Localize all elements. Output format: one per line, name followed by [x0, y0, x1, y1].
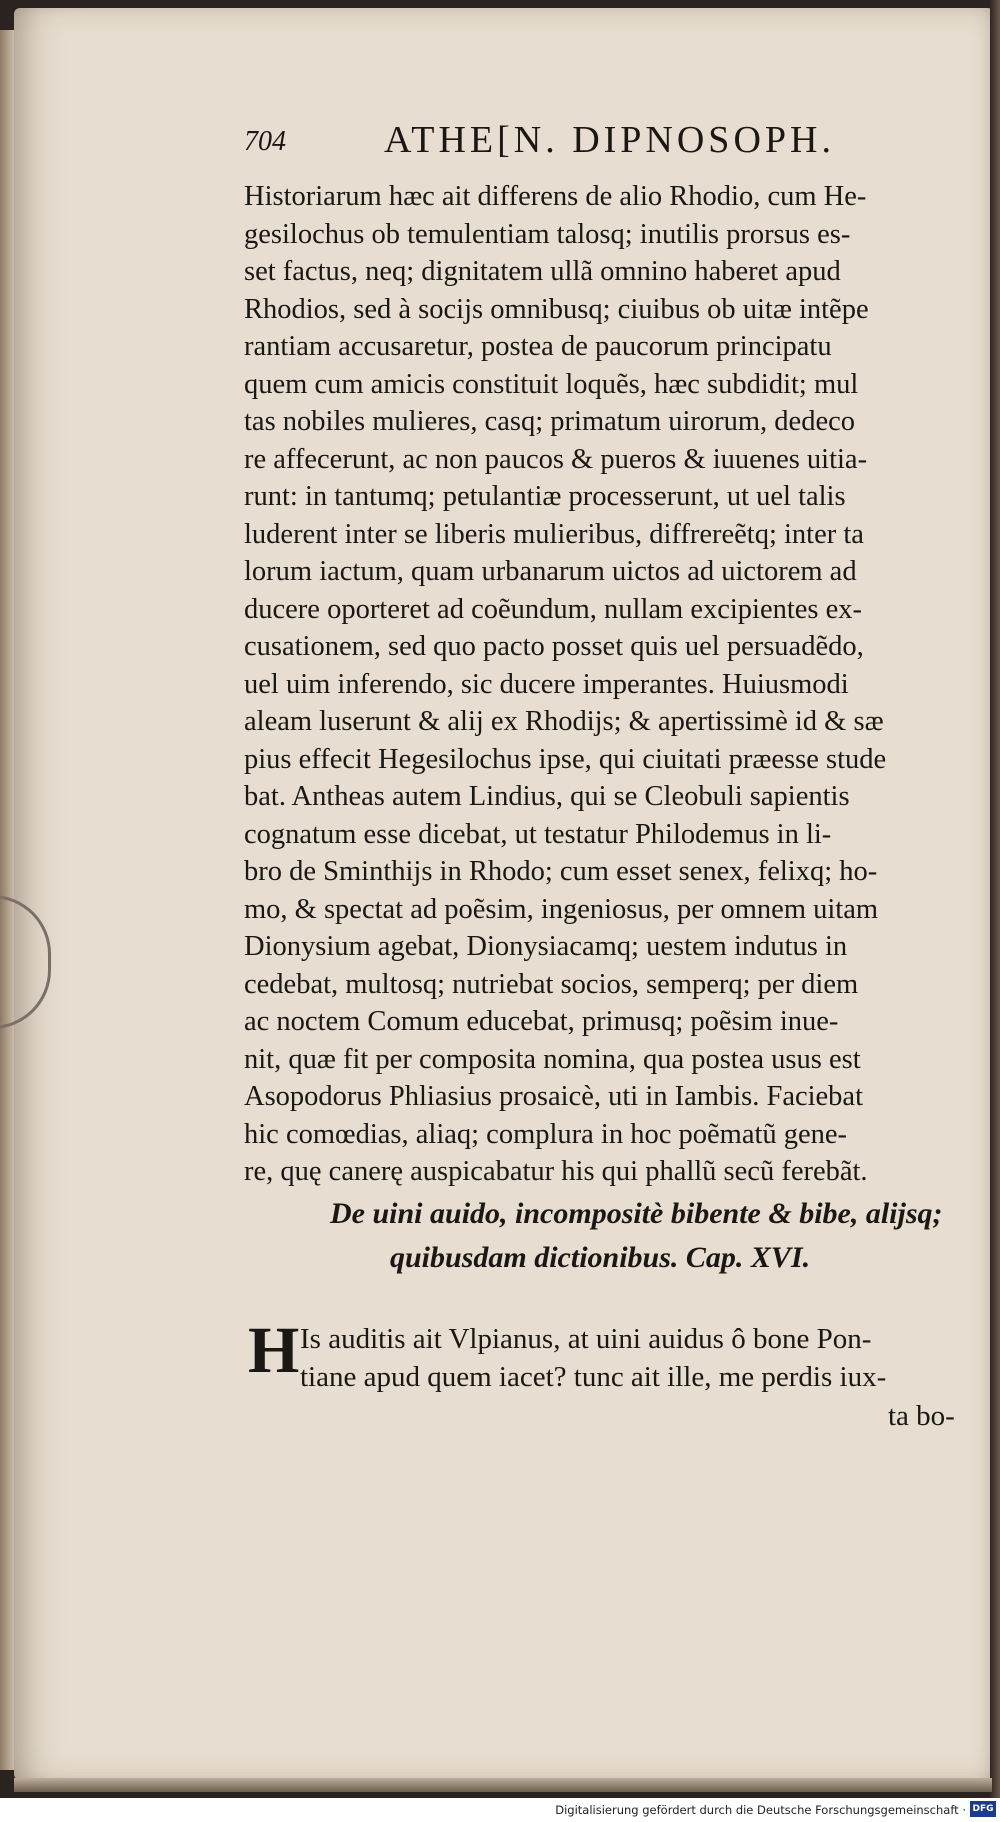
text-line: re, quę canerę auspicabatur his qui phallũ secũ ferebãt. [244, 1156, 868, 1187]
text-line: set factus, neq; dignitatem ullã omnino haberet apud [244, 256, 841, 287]
text-line: quem cum amicis constituit loquẽs, hæc subdidit; mul [244, 368, 859, 400]
text-line: ducere oporteret ad coẽundum, nullam excipientes ex- [244, 593, 863, 625]
page-edge-right [990, 0, 1000, 1798]
page-bottom-edge [14, 1778, 992, 1792]
footer-bar [0, 1798, 1000, 1822]
text-line: re affecerunt, ac non paucos & pueros & iuuenes uitia- [244, 443, 868, 475]
text-line: cusationem, sed quo pacto posset quis uel persuadẽdo, [244, 631, 864, 662]
text-line: cognatum esse dicebat, ut testatur Philodemus in li- [244, 818, 832, 850]
text-line: lorum iactum, quam urbanarum uictos ad uictorem ad [244, 556, 857, 587]
text-line: gesilochus ob temulentiam talosq; inutilis prorsus es- [244, 218, 851, 250]
drop-cap: H [248, 1314, 300, 1387]
text-line: uel uim inferendo, sic ducere imperantes. Huiusmodi [244, 668, 849, 700]
text-line: hic comœdias, aliaq; complura in hoc poẽmatũ gene- [244, 1118, 848, 1150]
text-line: mo, & spectat ad poẽsim, ingeniosus, per omnem uitam [244, 893, 879, 925]
text-line: runt: in tantumq; petulantiæ processerunt, ut uel talis [244, 481, 846, 512]
chapter-heading-line1: De uini auido, incompositè bibente & bibe, alijsq; [330, 1197, 943, 1230]
funding-credit: Digitalisierung gefördert durch die Deutsche Forschungsgemeinschaft · [555, 1803, 966, 1817]
text-line: tas nobiles mulieres, casq; primatum uirorum, dedeco [244, 406, 856, 437]
chapter-text-line: tiane apud quem iacet? tunc ait ille, me perdis iux- [300, 1360, 887, 1393]
catchword: ta bo- [888, 1400, 955, 1432]
text-line: Historiarum hæc ait differens de alio Rhodio, cum He- [244, 181, 867, 212]
text-line: nit, quæ fit per composita nomina, qua postea usus est [244, 1043, 861, 1075]
running-title: ATHE[N. DIPNOSOPH. [384, 119, 835, 161]
running-header [244, 118, 884, 168]
text-line: aleam luserunt & alij ex Rhodijs; & apertissimè id & sæ [244, 706, 884, 737]
text-line: cedebat, multosq; nutriebat socios, semperq; per diem [244, 968, 859, 1000]
chapter-heading [330, 1192, 950, 1280]
text-line: ac noctem Comum educebat, primusq; poẽsim inue- [244, 1006, 839, 1037]
page-number: 704 [244, 126, 286, 157]
chapter-text-line: Is auditis ait Vlpianus, at uini auidus ô bone Pon- [300, 1323, 872, 1355]
text-line: Dionysium agebat, Dionysiacamq; uestem indutus in [244, 931, 848, 962]
chapter-heading-line2: quibusdam dictionibus. Cap. XVI. [390, 1241, 811, 1274]
chapter-text-block [300, 1318, 960, 1393]
text-line: Rhodios, sed à socijs omnibusq; ciuibus ob uitæ intẽpe [244, 293, 869, 325]
text-line: pius effecit Hegesilochus ipse, qui ciuitati præesse stude [244, 743, 887, 775]
text-line: luderent inter se liberis mulieribus, diffrereẽtq; inter ta [244, 518, 864, 550]
main-text-block [244, 178, 966, 1191]
text-line: bat. Antheas autem Lindius, qui se Cleobuli sapientis [244, 781, 850, 812]
text-line: Asopodorus Phliasius prosaicè, uti in Iambis. Faciebat [244, 1081, 863, 1112]
text-line: bro de Sminthijs in Rhodo; cum esset senex, felixq; ho- [244, 856, 878, 887]
text-line: rantiam accusaretur, postea de paucorum principatu [244, 331, 832, 362]
dfg-logo: DFG [970, 1801, 996, 1817]
